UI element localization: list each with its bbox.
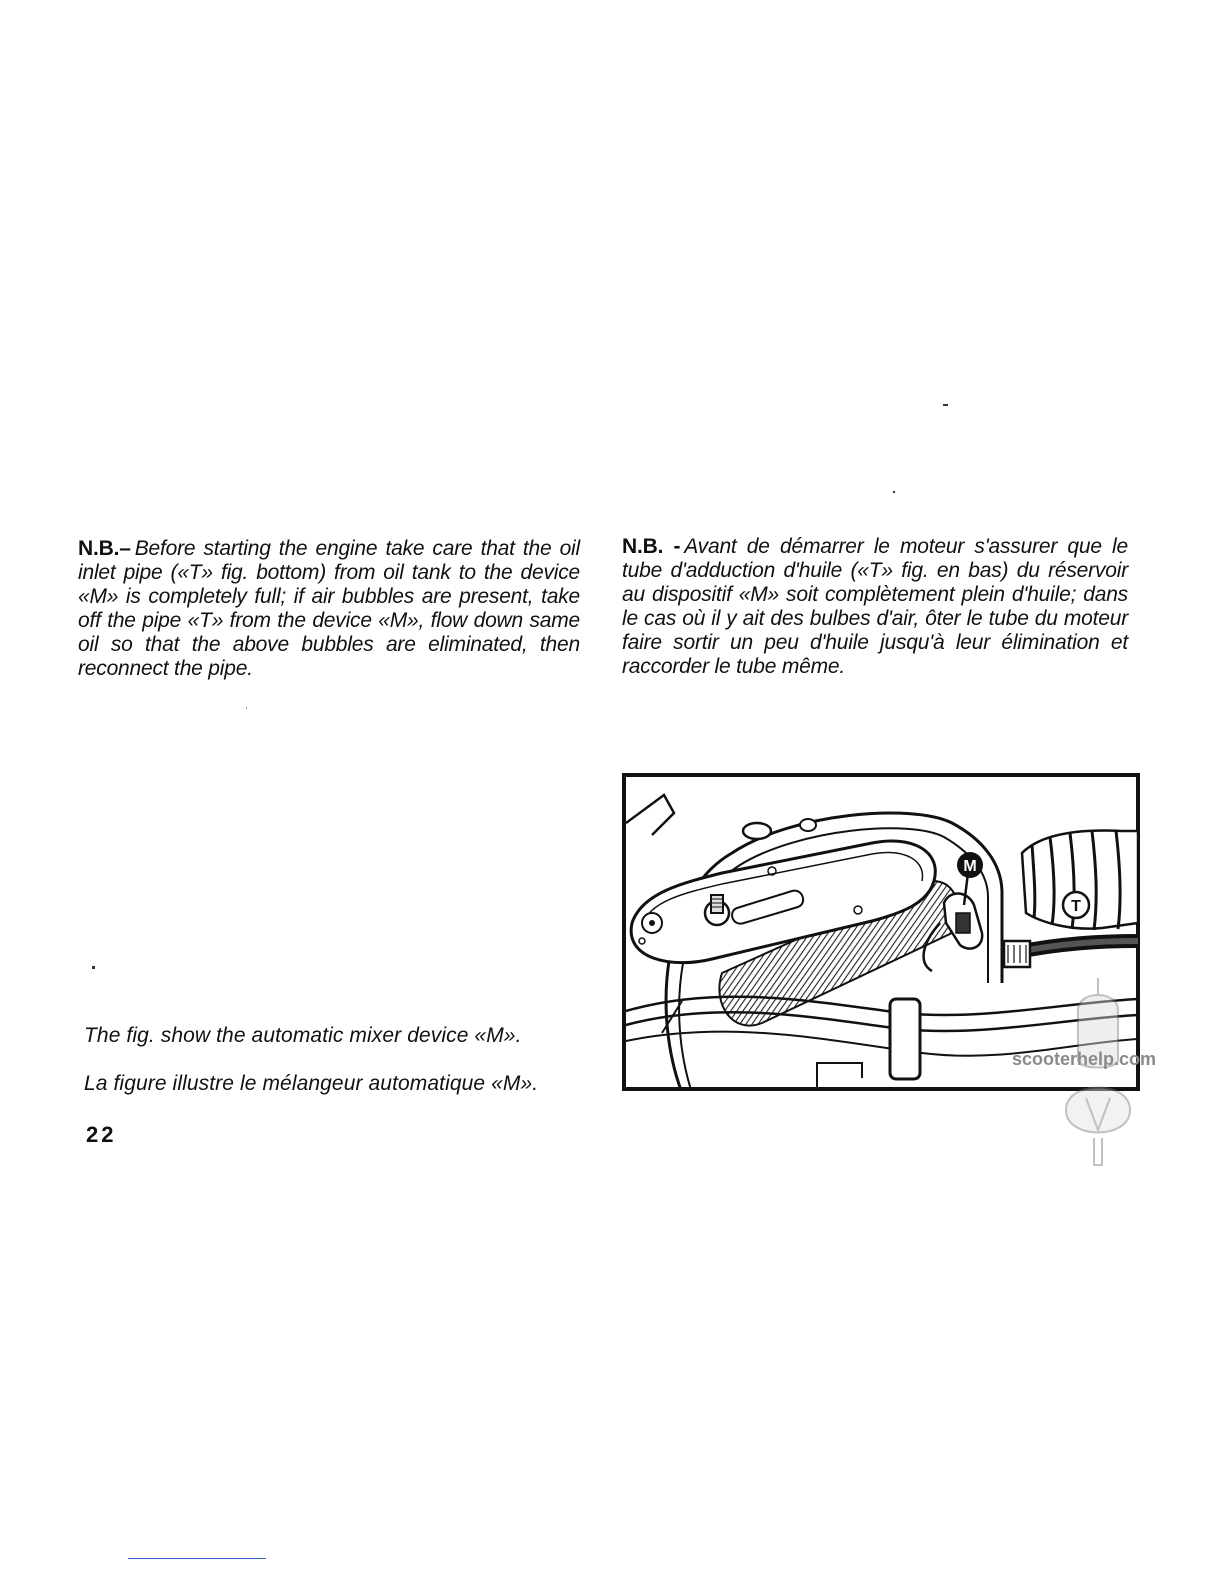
- figure-caption-french: La figure illustre le mélangeur automatique «M».: [84, 1072, 539, 1095]
- scan-speck: [92, 966, 95, 969]
- footer-rule: [128, 1558, 266, 1559]
- french-note-prefix: N.B. -: [622, 535, 681, 558]
- figure-label-m: M: [963, 858, 977, 875]
- french-note: [622, 535, 1128, 679]
- scan-speck: [893, 491, 895, 493]
- english-note-text: Before starting the engine take care that the oil inlet pipe («T» fig. bottom) from oil tank to the device «M» is completely full; if air bubbles are present, take off the pipe «T» from the device «M», flow down same oil so that the above bubbles are eliminated, then reconnect the pipe.: [78, 537, 580, 680]
- english-note: [78, 537, 580, 681]
- page-number: 22: [86, 1122, 117, 1147]
- french-note-text: Avant de démarrer le moteur s'assurer que le tube d'adduction d'huile («T» fig. en bas) du réservoir au dispositif «M» soit complètement plein d'huile; dans le cas où il y ait des bulbes d'air, ôter le tube du moteur faire sortir un peu d'huile jusqu'à leur élimination et raccorder le tube même.: [622, 535, 1128, 678]
- watermark-text: scooterhelp.com: [1012, 1049, 1157, 1069]
- scan-speck: [943, 404, 948, 406]
- scan-speck: [246, 707, 247, 709]
- figure-caption-english: The fig. show the automatic mixer device «M».: [84, 1024, 522, 1047]
- figure-label-t: T: [1071, 898, 1081, 915]
- english-note-prefix: N.B.–: [78, 537, 131, 560]
- scooterhelp-logo: [1058, 970, 1138, 1170]
